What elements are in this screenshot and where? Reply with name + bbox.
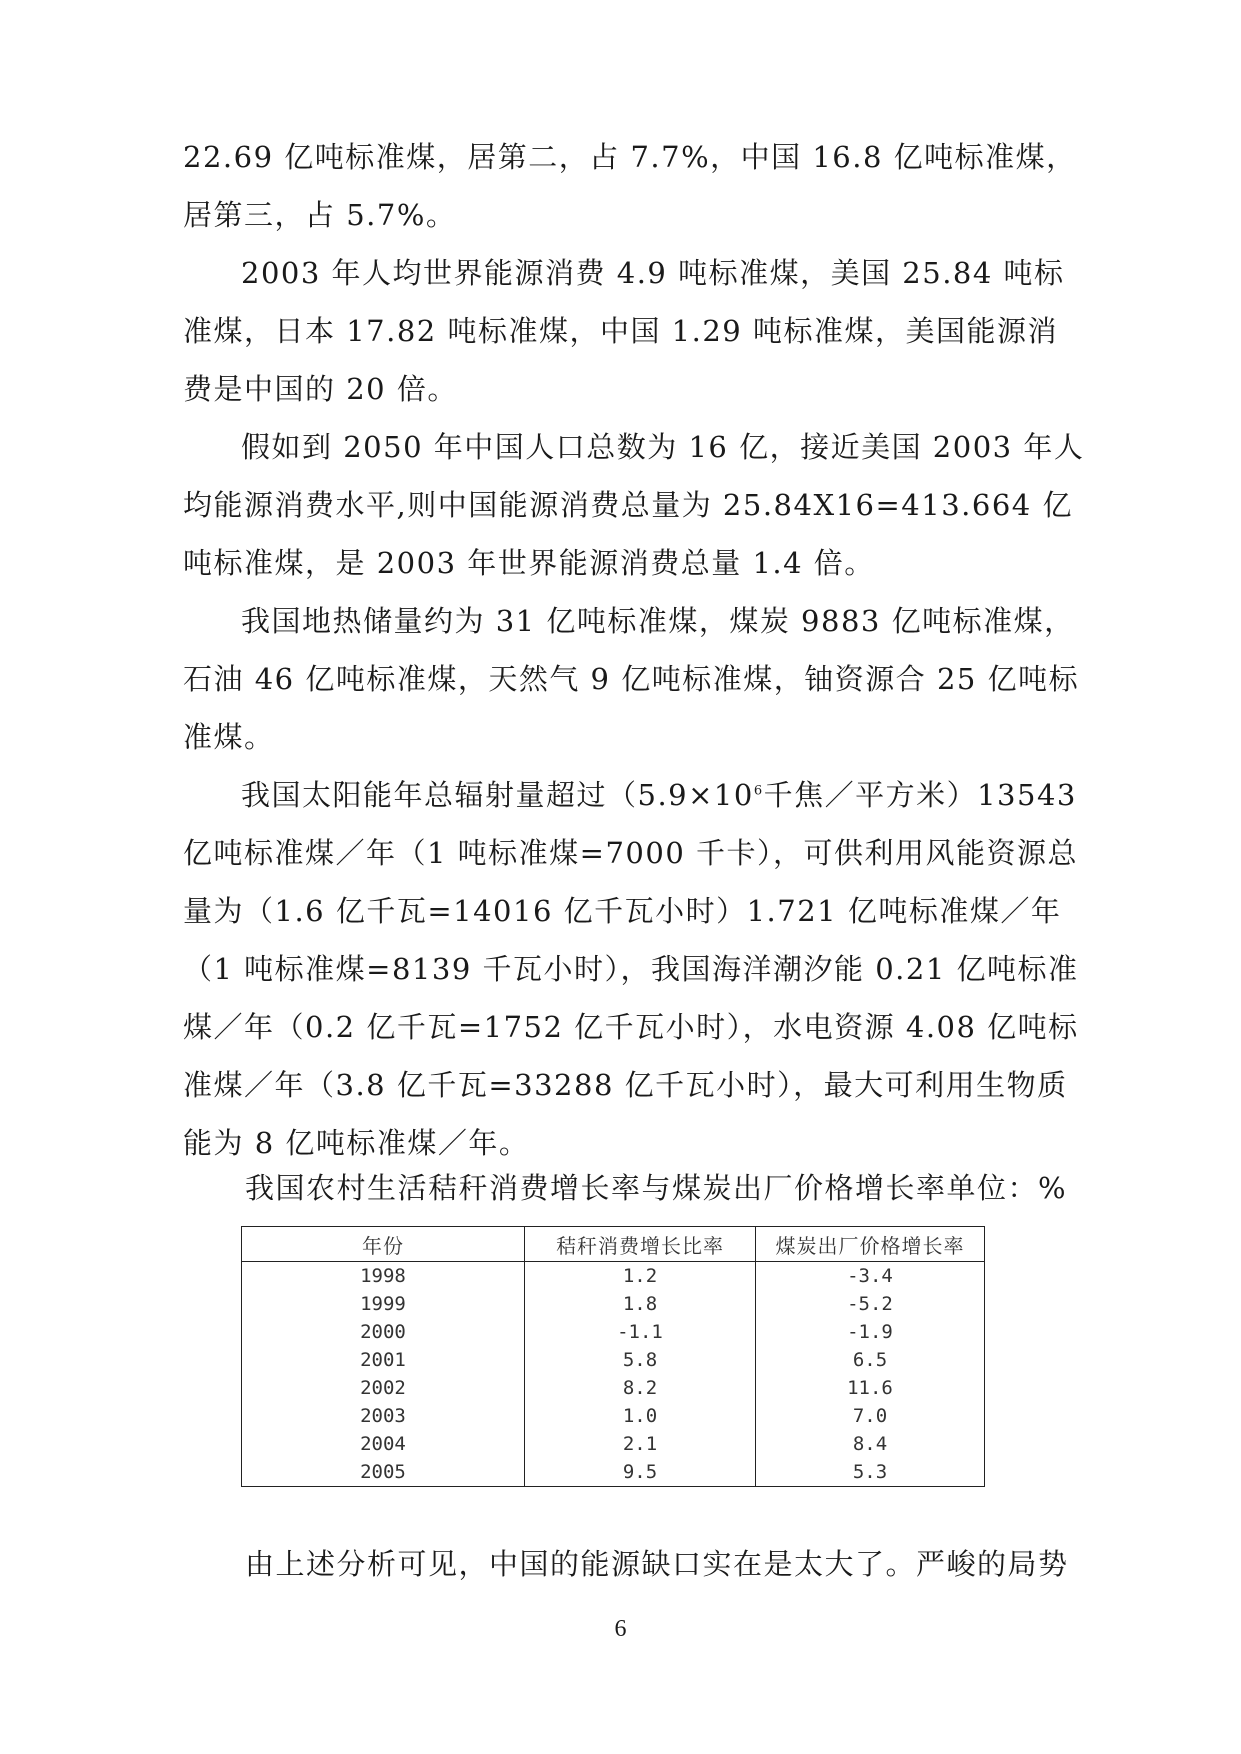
- solar-exponent: 6: [753, 783, 764, 799]
- solar-text-after: 千焦／平方米）13543 亿吨标准煤／年（1 吨标准煤=7000 千卡），可供利用风能资源总量为（1.6 亿千瓦=14016 亿千瓦小时）1.721 亿吨标准煤／年（1 吨标准煤=8139 千瓦小时），我国海洋潮汐能 0.21 亿吨标准煤／年（0.2 亿千瓦=1752 亿千瓦小时），水电资源 4.08 亿吨标准煤／年（3.8 亿千瓦=33288 亿千瓦小时），最大可利用生物质能为 8 亿吨标准煤／年。: [183, 778, 1079, 1160]
- table-cell: 1.0: [525, 1402, 756, 1430]
- table-cell: 5.3: [756, 1458, 985, 1487]
- table-cell: 9.5: [525, 1458, 756, 1487]
- page-number: 6: [614, 1616, 627, 1642]
- column-header-straw-growth: 秸秆消费增长比率: [525, 1227, 756, 1262]
- table-cell: 2001: [242, 1346, 525, 1374]
- table-cell: 8.4: [756, 1430, 985, 1458]
- table-cell: 2003: [242, 1402, 525, 1430]
- table-row: [242, 1290, 985, 1318]
- table-cell: 2004: [242, 1430, 525, 1458]
- table-row: [242, 1374, 985, 1402]
- paragraph-2050-projection: 假如到 2050 年中国人口总数为 16 亿，接近美国 2003 年人均能源消费水平,则中国能源消费总量为 25.84X16=413.664 亿吨标准煤，是 2003 年世界能源消费总量 1.4 倍。: [183, 430, 1085, 580]
- paragraph-per-capita: 2003 年人均世界能源消费 4.9 吨标准煤，美国 25.84 吨标准煤，日本 17.82 吨标准煤，中国 1.29 吨标准煤，美国能源消费是中国的 20 倍。: [183, 256, 1065, 406]
- table-row: [242, 1402, 985, 1430]
- paragraph-reserves: 我国地热储量约为 31 亿吨标准煤，煤炭 9883 亿吨标准煤，石油 46 亿吨标准煤，天然气 9 亿吨标准煤，铀资源合 25 亿吨标准煤。: [183, 604, 1080, 754]
- table-cell: 2002: [242, 1374, 525, 1402]
- table-row: [242, 1458, 985, 1487]
- table-row: [242, 1318, 985, 1346]
- table-cell: 8.2: [525, 1374, 756, 1402]
- table-cell: -1.1: [525, 1318, 756, 1346]
- table-caption: 我国农村生活秸秆消费增长率与煤炭出厂价格增长率单位：%: [245, 1171, 1068, 1205]
- table-cell: 2005: [242, 1458, 525, 1487]
- closing-sentence: 由上述分析可见，中国的能源缺口实在是太大了。严峻的局势: [245, 1547, 1069, 1581]
- table-cell: 5.8: [525, 1346, 756, 1374]
- body-text: [183, 128, 1088, 1172]
- column-header-year: 年份: [242, 1227, 525, 1262]
- paragraph-world-consumption: 22.69 亿吨标准煤，居第二，占 7.7%，中国 16.8 亿吨标准煤，居第三，占 5.7%。: [183, 140, 1077, 232]
- table-row: [242, 1262, 985, 1291]
- table-cell: 11.6: [756, 1374, 985, 1402]
- table-cell: 1999: [242, 1290, 525, 1318]
- table-cell: 6.5: [756, 1346, 985, 1374]
- table-cell: -3.4: [756, 1262, 985, 1291]
- table-body: [242, 1262, 985, 1487]
- column-header-coal-price-growth: 煤炭出厂价格增长率: [756, 1227, 985, 1262]
- table-cell: 1.8: [525, 1290, 756, 1318]
- table-cell: 1998: [242, 1262, 525, 1291]
- growth-rate-table: [241, 1226, 985, 1487]
- solar-text-before: 我国太阳能年总辐射量超过（5.9×10: [241, 778, 754, 812]
- table-row: [242, 1430, 985, 1458]
- table-header-row: [242, 1227, 985, 1262]
- table-cell: 7.0: [756, 1402, 985, 1430]
- table-cell: 1.2: [525, 1262, 756, 1291]
- table-cell: -5.2: [756, 1290, 985, 1318]
- table-cell: 2000: [242, 1318, 525, 1346]
- table-cell: -1.9: [756, 1318, 985, 1346]
- table-row: [242, 1346, 985, 1374]
- paragraph-renewables: [183, 766, 1088, 1172]
- table-cell: 2.1: [525, 1430, 756, 1458]
